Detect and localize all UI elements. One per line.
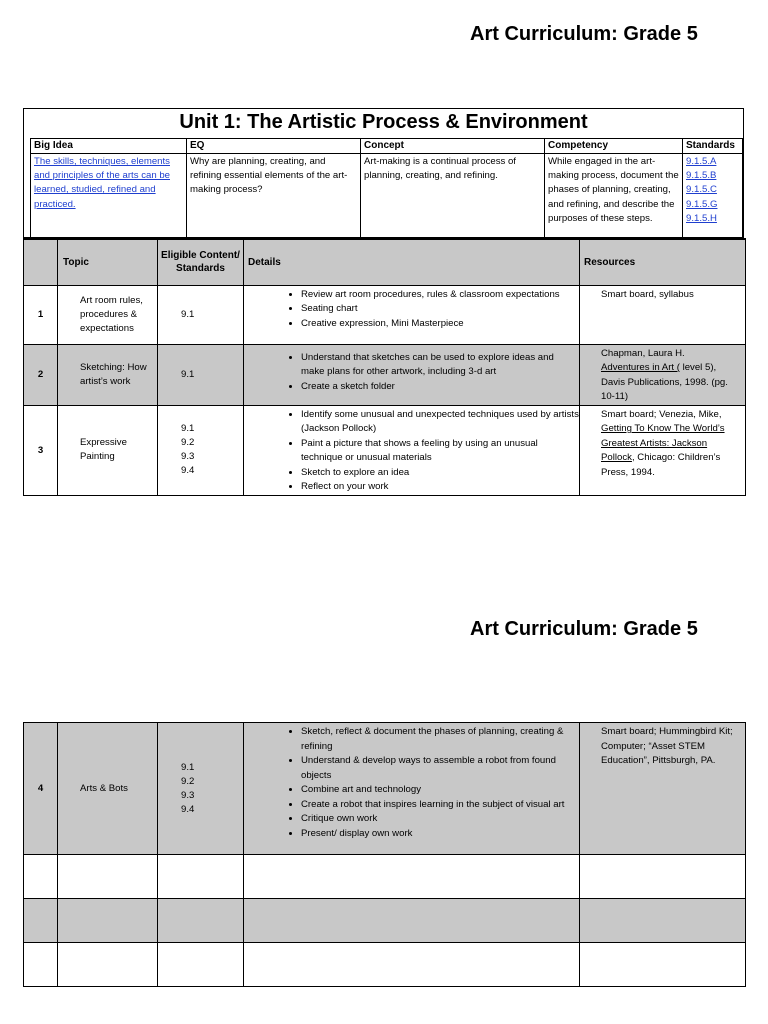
empty-cell	[580, 943, 746, 987]
detail-item: • Create a robot that inspires learning in the subject of visual art	[301, 798, 579, 813]
row-number: 3	[24, 405, 58, 495]
empty-table-row	[24, 899, 746, 943]
standard-link[interactable]: 9.1.5.B	[686, 170, 717, 182]
empty-cell	[24, 899, 58, 943]
topics-table	[23, 238, 746, 496]
topics-table-continued	[23, 722, 746, 987]
big-idea-header: Big Idea	[31, 139, 186, 154]
details-cell	[244, 344, 580, 405]
empty-cell	[580, 855, 746, 899]
standard-code: 9.4	[181, 465, 195, 476]
row-number: 1	[24, 285, 58, 344]
standard-code: 9.1	[181, 423, 195, 434]
eq-column	[187, 139, 361, 239]
standards-cell	[158, 405, 244, 495]
empty-cell	[58, 855, 158, 899]
standard-code: 9.4	[181, 803, 195, 815]
resources-cell: Smart board, syllabus	[580, 285, 746, 344]
empty-cell	[24, 943, 58, 987]
table-row	[24, 285, 746, 344]
concept-column	[361, 139, 545, 239]
details-header: Details	[244, 239, 580, 285]
table-header-row	[24, 239, 746, 285]
detail-item: • Sketch to explore an idea	[301, 466, 579, 481]
standards-cell: 9.1	[158, 344, 244, 405]
detail-item: • Critique own work	[301, 812, 579, 827]
details-cell	[244, 405, 580, 495]
page-title: Art Curriculum: Grade 5	[470, 618, 698, 640]
detail-item: • Create a sketch folder	[301, 380, 579, 395]
empty-cell	[58, 899, 158, 943]
eligible-content-header: Eligible Content/ Standards	[158, 239, 244, 285]
eq-text: Why are planning, creating, and refining essential elements of the art-making process?	[190, 156, 348, 196]
row-number: 2	[24, 344, 58, 405]
standards-cell: 9.1	[158, 285, 244, 344]
big-idea-link[interactable]: The skills, techniques, elements and principles of the arts can be learned, studied, refined and practiced.	[34, 156, 170, 210]
empty-cell	[244, 855, 580, 899]
resource-author: Chapman, Laura H.	[601, 347, 685, 359]
topic-header: Topic	[58, 239, 158, 285]
empty-cell	[158, 899, 244, 943]
concept-header: Concept	[361, 139, 544, 154]
empty-cell	[580, 899, 746, 943]
empty-cell	[158, 943, 244, 987]
page-title: Art Curriculum: Grade 5	[470, 23, 698, 45]
detail-item: • Present/ display own work	[301, 827, 579, 842]
unit-title: Unit 1: The Artistic Process & Environment	[179, 111, 588, 133]
detail-item: • Sketch, reflect & document the phases of planning, creating & refining	[301, 725, 579, 754]
empty-cell	[158, 855, 244, 899]
num-header	[24, 239, 58, 285]
standard-link[interactable]: 9.1.5.H	[686, 212, 717, 224]
standard-code: 9.3	[181, 451, 195, 462]
details-cell	[244, 285, 580, 344]
resource-title: Getting To Know The World’s Greatest Artists: Jackson Pollock	[601, 423, 725, 463]
detail-item: • Paint a picture that shows a feeling by using an unusual technique or unusual materials	[301, 437, 579, 466]
resource-title: Adventures in Art (	[601, 362, 680, 373]
standards-header: Standards	[683, 139, 742, 154]
detail-item: • Reflect on your work	[301, 480, 579, 495]
empty-table-row	[24, 943, 746, 987]
concept-text: Art-making is a continual process of planning, creating, and refining.	[364, 156, 516, 182]
detail-item: • Creative expression, Mini Masterpiece	[301, 317, 579, 332]
empty-cell	[58, 943, 158, 987]
detail-item: • Identify some unusual and unexpected techniques used by artists (Jackson Pollock)	[301, 408, 579, 437]
competency-text: While engaged in the art-making process, document the phases of planning, creating, and refining, and describe the purposes of these steps.	[548, 156, 679, 224]
empty-cell	[244, 943, 580, 987]
unit-overview-grid	[30, 138, 743, 239]
standard-link[interactable]: 9.1.5.C	[686, 184, 717, 196]
resource-publisher: , Chicago: Children’s Press, 1994.	[601, 452, 721, 478]
resource-author: Smart board; Venezia, Mike,	[601, 408, 722, 420]
detail-item: • Combine art and technology	[301, 783, 579, 798]
big-idea-column	[31, 139, 187, 239]
standard-link[interactable]: 9.1.5.A	[686, 156, 717, 167]
table-row	[24, 344, 746, 405]
detail-item: • Seating chart	[301, 302, 579, 317]
standard-link[interactable]: 9.1.5.G	[686, 198, 718, 210]
topic-cell: Sketching: How artist’s work	[58, 344, 158, 405]
topic-cell: Art room rules, procedures & expectations	[58, 285, 158, 344]
resources-cell	[580, 405, 746, 495]
resource-publisher: level 5), Davis Publications, 1998. (pg. 10-11)	[601, 362, 728, 402]
eq-header: EQ	[187, 139, 360, 154]
standard-code: 9.3	[181, 789, 195, 801]
unit-header-box	[23, 108, 744, 238]
standard-code: 9.2	[181, 437, 195, 448]
standards-cell	[158, 723, 244, 855]
resources-header: Resources	[580, 239, 746, 285]
row-number: 4	[24, 723, 58, 855]
standard-code: 9.2	[181, 775, 195, 787]
detail-item: • Understand & develop ways to assemble a robot from found objects	[301, 754, 579, 783]
detail-item: • Understand that sketches can be used to explore ideas and make plans for other artwork, including 3-d art	[301, 351, 579, 380]
topic-cell: Arts & Bots	[58, 723, 158, 855]
details-cell	[244, 723, 580, 855]
detail-item: • Review art room procedures, rules & classroom expectations	[301, 288, 579, 303]
empty-cell	[244, 899, 580, 943]
standards-column	[683, 139, 742, 239]
competency-column	[545, 139, 683, 239]
competency-header: Competency	[545, 139, 682, 154]
resources-cell	[580, 344, 746, 405]
standard-code: 9.1	[181, 761, 195, 773]
table-row	[24, 723, 746, 855]
topic-cell: Expressive Painting	[58, 405, 158, 495]
empty-cell	[24, 855, 58, 899]
resources-cell: Smart board; Hummingbird Kit; Computer; “Asset STEM Education”, Pittsburgh, PA.	[580, 723, 746, 855]
table-row	[24, 405, 746, 495]
empty-table-row	[24, 855, 746, 899]
